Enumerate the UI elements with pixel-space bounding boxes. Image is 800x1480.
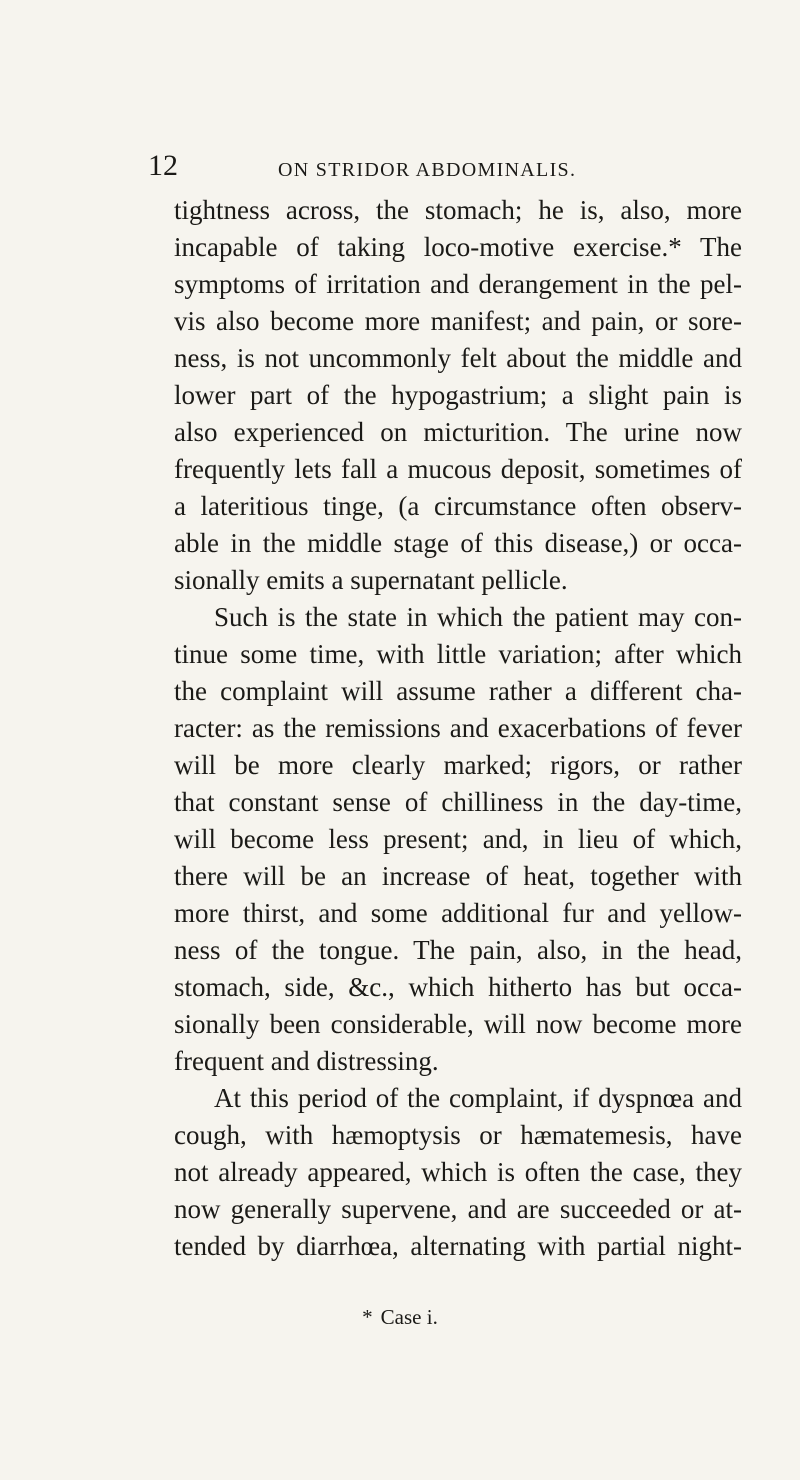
text-line: the complaint will assume rather a different cha- [174,676,742,706]
text-line: now generally supervene, and are succeeded or at- [174,1194,742,1224]
footnote [0,1304,800,1330]
text-line: will be more clearly marked; rigors, or rather [174,750,742,780]
footnote-marker: * [362,1305,373,1329]
text-line: vis also become more manifest; and pain, or sore- [174,306,742,336]
body-text [174,192,742,1265]
text-line: a lateritious tinge, (a circumstance often observ- [174,491,742,521]
text-line: lower part of the hypogastrium; a slight pain is [174,380,742,410]
text-line: that constant sense of chilliness in the day-time, [174,787,742,817]
text-line: frequently lets fall a mucous deposit, sometimes of [174,454,742,484]
text-line: more thirst, and some additional fur and yellow- [174,898,742,928]
text-line: sionally been considerable, will now become more [174,1009,742,1039]
text-line: able in the middle stage of this disease,) or occa- [174,528,742,558]
text-line: Such is the state in which the patient may con- [214,602,742,632]
text-line: tended by diarrhœa, alternating with partial night- [174,1231,742,1261]
text-line: cough, with hæmoptysis or hæmatemesis, have [174,1120,742,1150]
text-line: tightness across, the stomach; he is, also, more [174,195,742,225]
text-line: sionally emits a supernatant pellicle. [174,565,568,595]
text-line: frequent and distressing. [174,1046,439,1076]
footnote-text: Case i. [380,1305,438,1329]
text-line: symptoms of irritation and derangement in the pel- [174,269,742,299]
text-line: will become less present; and, in lieu of which, [174,824,742,854]
text-line: there will be an increase of heat, together with [174,861,742,891]
text-line: ness of the tongue. The pain, also, in the head, [174,935,742,965]
text-line: incapable of taking loco-motive exercise.* The [174,232,742,262]
text-line: At this period of the complaint, if dyspnœa and [214,1083,742,1113]
text-line: ness, is not uncommonly felt about the middle and [174,343,742,373]
text-line: tinue some time, with little variation; after which [174,639,742,669]
running-head: ON STRIDOR ABDOMINALIS. [278,159,577,181]
text-line: also experienced on micturition. The urine now [174,417,742,447]
text-line: racter: as the remissions and exacerbations of fever [174,713,742,743]
page-number: 12 [148,149,178,182]
text-line: not already appeared, which is often the case, they [174,1157,742,1187]
text-line: stomach, side, &c., which hitherto has but occa- [174,972,742,1002]
